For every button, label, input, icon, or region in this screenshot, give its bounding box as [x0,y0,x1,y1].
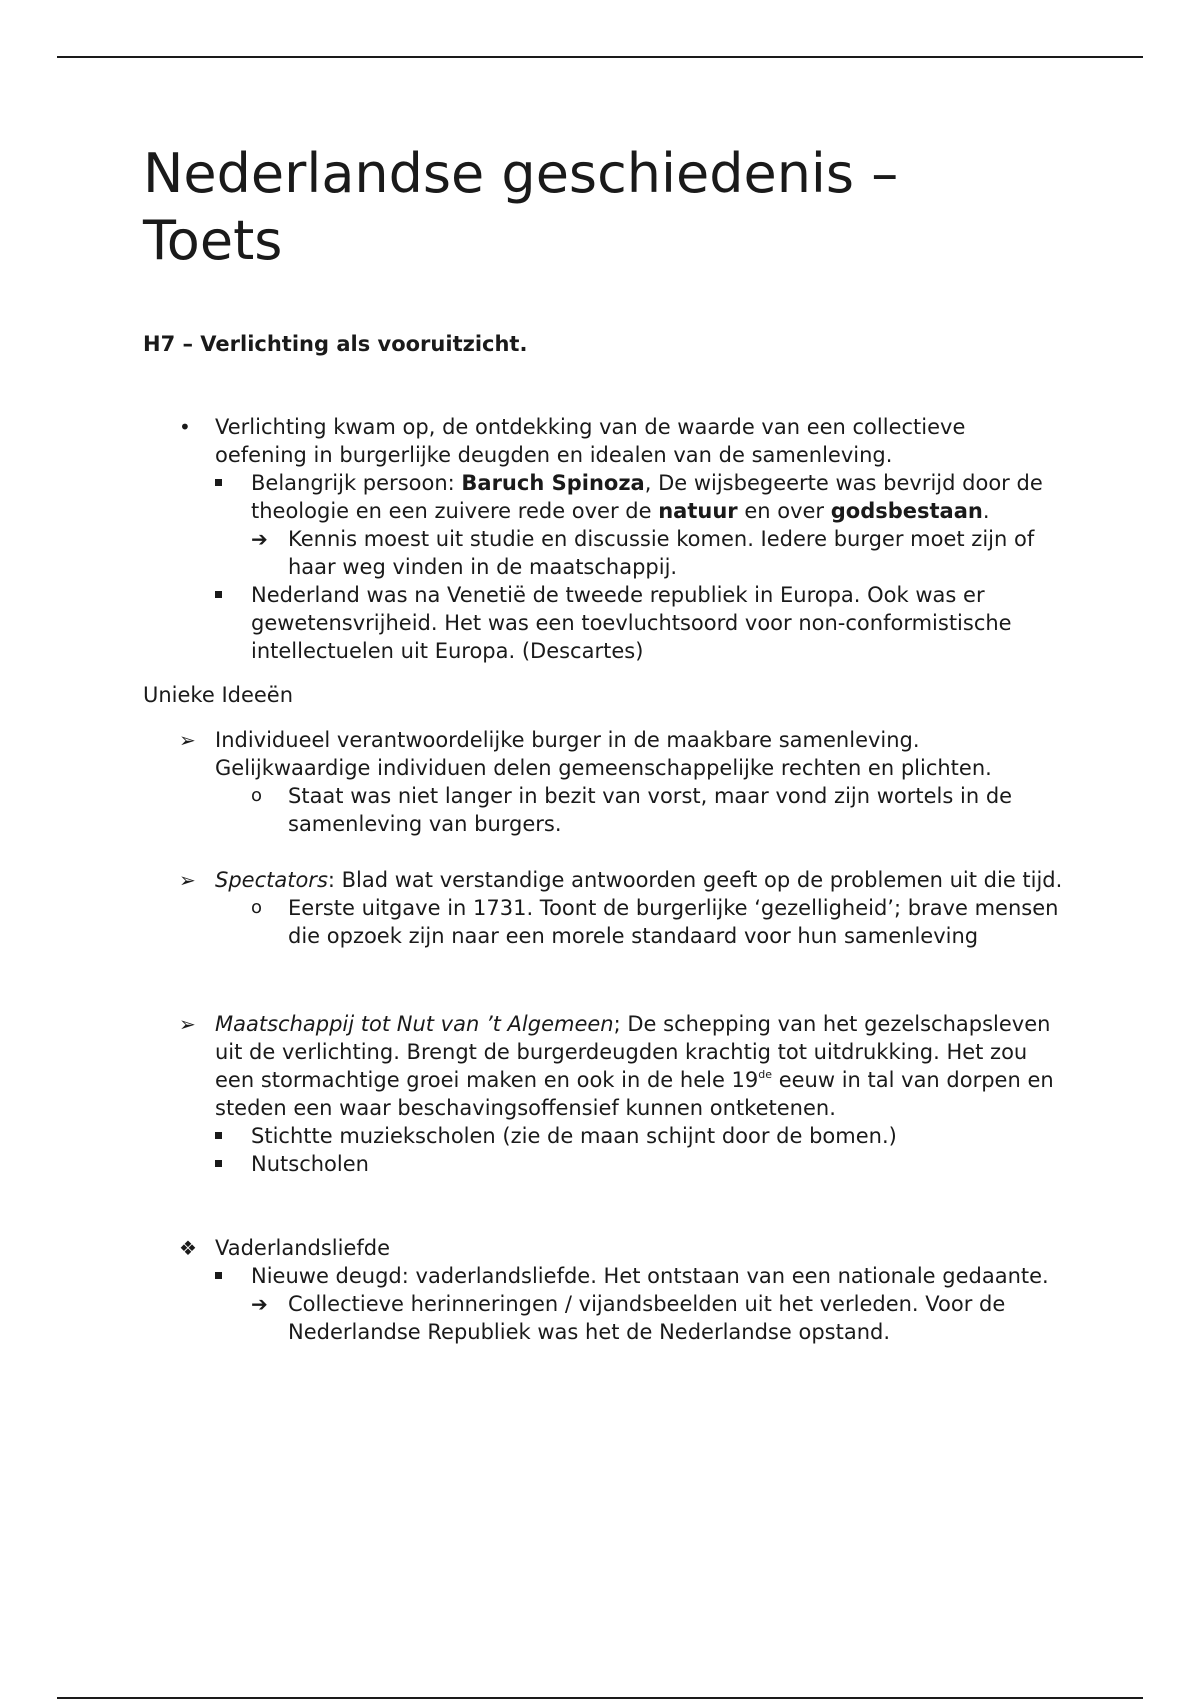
list-item: ❖ Vaderlandsliefde [179,1236,391,1260]
document-page [143,140,1063,1346]
list-item: ➢ Spectators: Blad wat verstandige antwoorden geeft op de problemen uit die tijd. [179,868,1063,892]
arrow-icon: ➔ [251,527,268,551]
individual-section [143,726,1063,838]
square-bullet-icon [215,1122,245,1150]
spectators-section [143,866,1063,950]
list-item: Belangrijk persoon: Baruch Spinoza, De wijsbegeerte was bevrijd door de theologie en een zuivere rede over de natuur en over godsbestaan. [143,469,1063,525]
chevron-icon: ➢ [179,1012,196,1036]
header-rule [57,56,1143,58]
list-item: Nederland was na Venetië de tweede republiek in Europa. Ook was er gewetensvrijheid. Het was een toevluchtsoord voor non-conformistische intellectuelen uit Europa. (Descartes) [143,581,1063,665]
list-item: Nieuwe deugd: vaderlandsliefde. Het ontstaan van een nationale gedaante. [143,1262,1063,1290]
chevron-icon: ➢ [179,728,196,752]
chevron-icon: ➢ [179,868,196,892]
list-item: • Verlichting kwam op, de ontdekking van de waarde van een collectieve oefening in burgerlijke deugden en idealen van de samenleving. [179,415,966,467]
list-item: o Staat was niet langer in bezit van vorst, maar vond zijn wortels in de samenleving van burgers. [251,784,1013,836]
square-bullet-icon [215,469,245,497]
vaderland-section [143,1234,1063,1346]
list-item: ➔ Kennis moest uit studie en discussie komen. Iedere burger moet zijn of haar weg vinden in de maatschappij. [251,527,1035,579]
circle-bullet-icon: o [251,897,263,918]
list-item: Stichtte muziekscholen (zie de maan schijnt door de bomen.) [143,1122,1063,1150]
list-item: ➔ Collectieve herinneringen / vijandsbeelden uit het verleden. Voor de Nederlandse Republiek was het de Nederlandse opstand. [251,1292,1006,1344]
page-title: Nederlandse geschiedenis – Toets [143,142,899,272]
list-item: ➢ Individueel verantwoordelijke burger in de maakbare samenleving. Gelijkwaardige individuen delen gemeenschappelijke rechten en plichten. [179,728,992,780]
intro-section [143,413,1063,665]
list-item: o Eerste uitgave in 1731. Toont de burgerlijke ‘gezelligheid’; brave mensen die opzoek zijn naar een morele standaard voor hun samenleving [251,896,1059,948]
maatschappij-section [143,1010,1063,1178]
square-bullet-icon [215,581,245,609]
footer-rule [57,1697,1143,1699]
list-item: Nutscholen [143,1150,1063,1178]
square-bullet-icon [215,1150,245,1178]
square-bullet-icon [215,1262,245,1290]
chapter-heading: H7 – Verlichting als vooruitzicht. [143,332,528,356]
bullet-icon: • [179,415,191,439]
diamond-bullet-icon: ❖ [179,1236,197,1260]
arrow-icon: ➔ [251,1292,268,1316]
circle-bullet-icon: o [251,785,263,806]
section-heading: Unieke Ideeën [143,683,294,707]
list-item: ➢ Maatschappij tot Nut van ’t Algemeen; De schepping van het gezelschapsleven uit de verlichting. Brengt de burgerdeugden krachtig tot uitdrukking. Het zou een stormachtige groei maken en ook in de hele 19de eeuw in tal van dorpen en steden een waar beschavingsoffensief kunnen ontketenen. [179,1012,1054,1120]
